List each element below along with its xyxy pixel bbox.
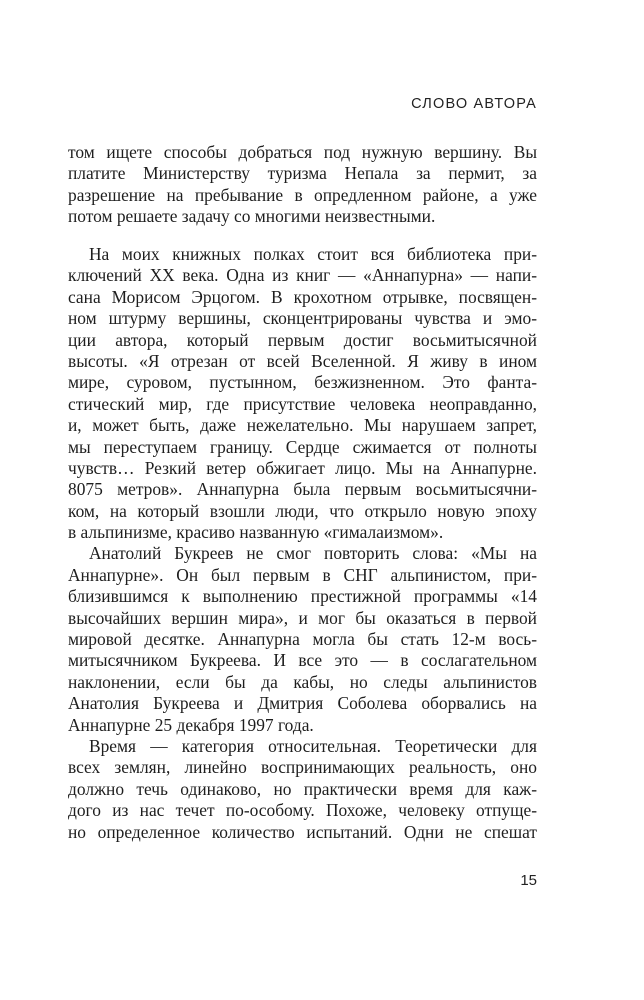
text-line: ком, на который взошли люди, что открыло новую эпоху bbox=[68, 500, 537, 521]
text-line: ции автора, который первым достиг восьмитысячной bbox=[68, 329, 537, 350]
running-head: СЛОВО АВТОРА bbox=[411, 96, 537, 112]
text-line: наклонении, если бы да кабы, но следы альпинистов bbox=[68, 671, 537, 692]
text-line: том ищете способы добраться под нужную вершину. Вы bbox=[68, 142, 537, 162]
text-line: Аннапурне 25 декабря 1997 года. bbox=[68, 714, 314, 735]
paragraph bbox=[68, 543, 537, 736]
paragraph bbox=[68, 142, 537, 228]
text-line: Время — категория относительная. Теоретически для bbox=[89, 735, 537, 756]
text-line: в альпинизме, красиво названную «гималаизмом». bbox=[68, 522, 444, 543]
text-line: стический мир, где присутствие человека неоправданно, bbox=[68, 393, 537, 414]
text-line: сана Морисом Эрцогом. В крохотном отрывке, посвящен- bbox=[68, 286, 537, 307]
text-line: дого из нас течет по-особому. Похоже, человеку отпуще- bbox=[68, 800, 537, 821]
text-line: На моих книжных полках стоит вся библиотека при- bbox=[89, 244, 537, 264]
text-block-1 bbox=[68, 142, 537, 228]
text-line: высоты. «Я отрезан от всей Вселенной. Я живу в ином bbox=[68, 350, 537, 371]
text-line: ключений XX века. Одна из книг — «Аннапурна» — напи- bbox=[68, 265, 537, 286]
text-line: платите Министерству туризма Непала за пермит, за bbox=[68, 163, 537, 184]
text-line: Аннапурне». Он был первым в СНГ альпинистом, при- bbox=[68, 564, 537, 585]
page-number: 15 bbox=[520, 872, 537, 889]
text-line: мировой десятке. Аннапурна могла бы стать 12-м вось- bbox=[68, 629, 537, 650]
text-line: митысячником Букреева. И все это — в сослагательном bbox=[68, 650, 537, 671]
text-line: 8075 метров». Аннапурна была первым восьмитысячни- bbox=[68, 479, 537, 500]
text-line: Анатолий Букреев не смог повторить слова: «Мы на bbox=[89, 543, 537, 564]
text-line: чувств… Резкий ветер обжигает лицо. Мы на Аннапурне. bbox=[68, 457, 537, 478]
text-line: разрешение на пребывание в опредленном районе, а уже bbox=[68, 184, 537, 205]
text-line: мы переступаем границу. Сердце сжимается от полноты bbox=[68, 436, 537, 457]
paragraph bbox=[68, 736, 537, 843]
text-line: близившимся к выполнению престижной программы «14 bbox=[68, 586, 537, 607]
text-line: мире, суровом, пустынном, безжизненном. Это фанта- bbox=[68, 372, 537, 393]
paragraph bbox=[68, 244, 537, 543]
text-line: высочайших вершин мира», и мог бы оказаться в первой bbox=[68, 607, 537, 628]
text-line: но определенное количество испытаний. Одни не спешат bbox=[68, 821, 537, 842]
text-line: ном штурму вершины, сконцентрированы чувства и эмо- bbox=[68, 308, 537, 329]
text-line: потом решаете задачу со многими неизвестными. bbox=[68, 206, 436, 227]
text-line: и, может быть, даже нежелательно. Мы нарушаем запрет, bbox=[68, 415, 537, 436]
text-line: должно течь одинаково, но практически время для каж- bbox=[68, 778, 537, 799]
text-line: Анатолия Букреева и Дмитрия Соболева оборвались на bbox=[68, 693, 537, 714]
text-block-2 bbox=[68, 244, 537, 843]
text-line: всех землян, линейно воспринимающих реальность, оно bbox=[68, 757, 537, 778]
